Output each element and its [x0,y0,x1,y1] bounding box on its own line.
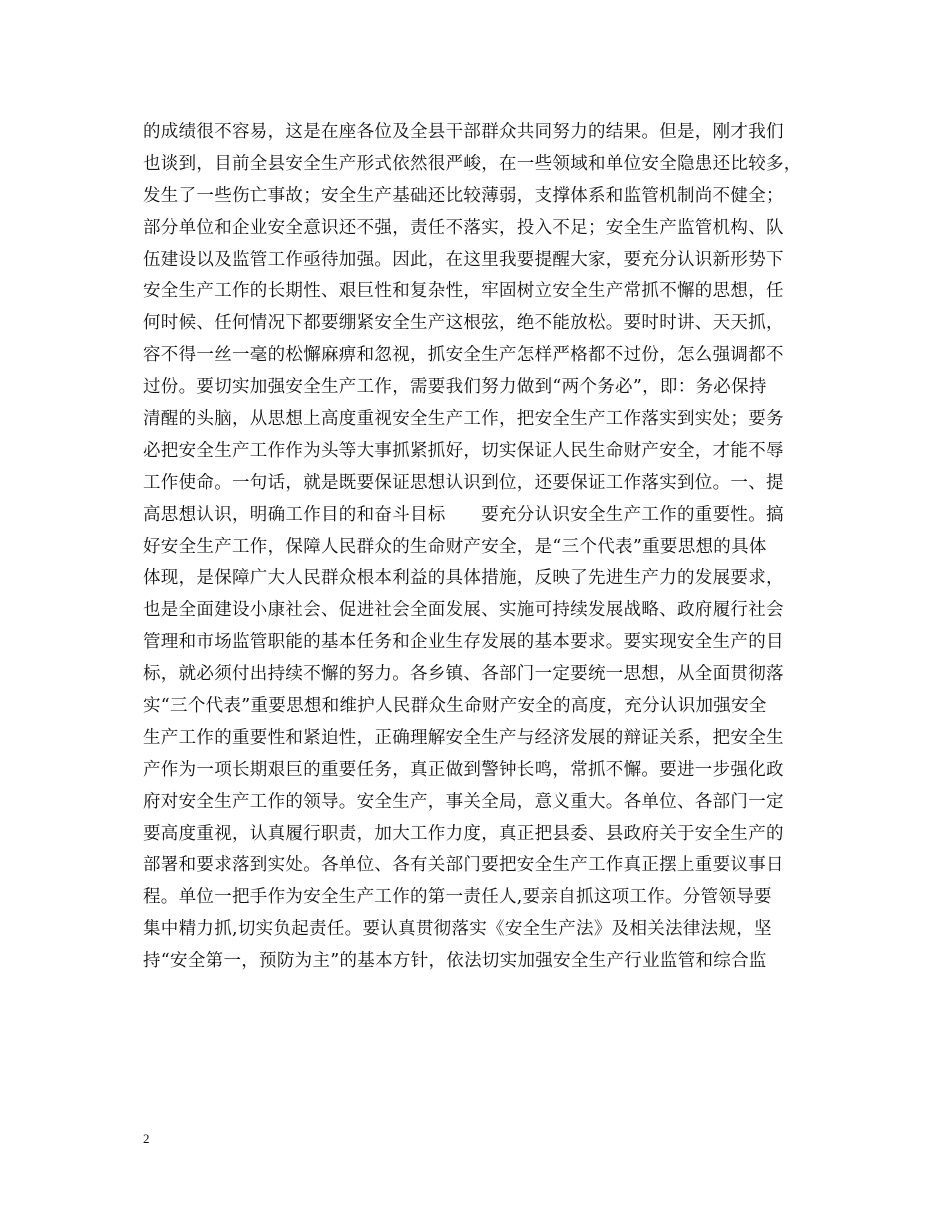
text-line: 程。单位一把手作为安全生产工作的第一责任人,要亲自抓这项工作。分管领导要 [143,887,772,908]
text-line: 实“三个代表”重要思想和维护人民群众生命财产安全的高度，充分认识加强安全 [143,696,767,717]
text-line: 伍建设以及监管工作亟待加强。因此，在这里我要提醒大家，要充分认识新形势下 [143,249,784,270]
text-line: 工作使命。一句话，就是既要保证思想认识到位，还要保证工作落实到位。一、提 [143,472,784,493]
text-line: 安全生产工作的长期性、艰巨性和复杂性，牢固树立安全生产常抓不懈的思想，任 [143,281,784,302]
page-number: 2 [143,1131,150,1146]
text-line: 必把安全生产工作作为头等大事抓紧抓好，切实保证人民生命财产安全，才能不辱 [143,440,784,461]
text-line: 容不得一丝一毫的松懈麻痹和忽视，抓安全生产怎样严格都不过份，怎么强调都不 [143,345,784,366]
text-line: 清醒的头脑，从思想上高度重视安全生产工作，把安全生产工作落实到实处；要务 [143,409,784,430]
text-line: 集中精力抓,切实负起责任。要认真贯彻落实《安全生产法》及相关法律法规，坚 [143,919,772,940]
text-line: 发生了一些伤亡事故；安全生产基础还比较薄弱，支撑体系和监管机制尚不健全； [143,185,784,206]
text-line: 过份。要切实加强安全生产工作，需要我们努力做到“两个务必”，即：务必保持 [143,377,767,398]
text-line: 管理和市场监管职能的基本任务和企业生存发展的基本要求。要实现安全生产的目 [143,632,784,653]
text-line: 体现，是保障广大人民群众根本利益的具体措施，反映了先进生产力的发展要求， [143,568,784,589]
text-line: 持“安全第一，预防为主”的基本方针，依法切实加强安全生产行业监管和综合监 [143,951,767,972]
text-line: 产作为一项长期艰巨的重要任务，真正做到警钟长鸣，常抓不懈。要进一步强化政 [143,759,784,780]
text-line: 何时候、任何情况下都要绷紧安全生产这根弦，绝不能放松。要时时讲、天天抓， [143,313,784,334]
text-line: 好安全生产工作，保障人民群众的生命财产安全，是“三个代表”重要思想的具体 [143,536,767,557]
text-line: 部分单位和企业安全意识还不强，责任不落实，投入不足；安全生产监管机构、队 [143,217,784,238]
text-line: 要高度重视，认真履行职责，加大工作力度，真正把县委、县政府关于安全生产的 [143,823,784,844]
body-text [143,117,823,978]
text-line: 高思想认识，明确工作目的和奋斗目标 要充分认识安全生产工作的重要性。搞 [143,504,784,525]
text-line: 部署和要求落到实处。各单位、各有关部门要把安全生产工作真正摆上重要议事日 [143,855,784,876]
text-line: 府对安全生产工作的领导。安全生产，事关全局，意义重大。各单位、各部门一定 [143,791,784,812]
text-line: 标，就必须付出持续不懈的努力。各乡镇、各部门一定要统一思想，从全面贯彻落 [143,664,784,685]
text-line: 的成绩很不容易，这是在座各位及全县干部群众共同努力的结果。但是，刚才我们 [143,122,784,142]
text-line: 也谈到，目前全县安全生产形式依然很严峻，在一些领域和单位安全隐患还比较多， [143,153,802,174]
text-line: 生产工作的重要性和紧迫性，正确理解安全生产与经济发展的辩证关系，把安全生 [143,727,784,748]
text-line: 也是全面建设小康社会、促进社会全面发展、实施可持续发展战略、政府履行社会 [143,600,784,621]
